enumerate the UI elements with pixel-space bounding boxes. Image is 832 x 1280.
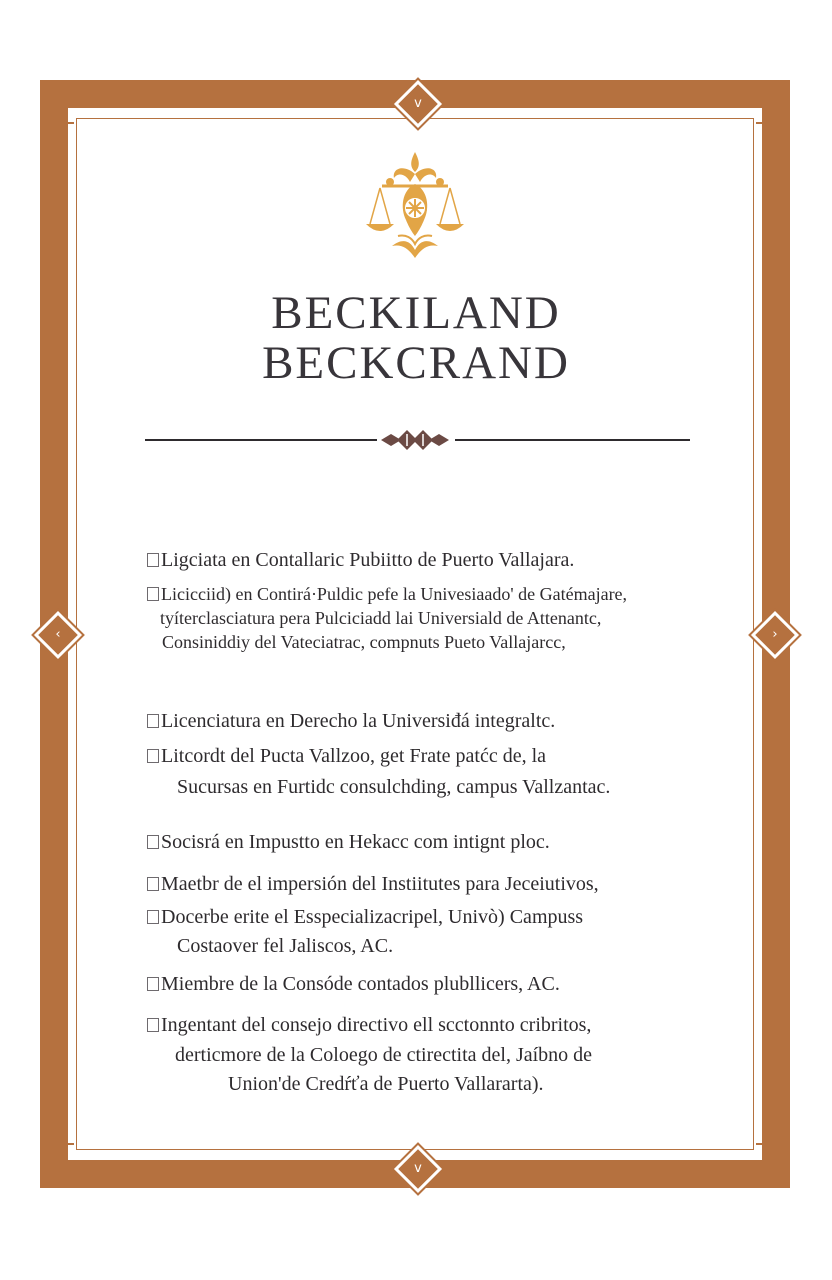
list-item [147, 707, 555, 735]
list-item [147, 1011, 591, 1039]
checkbox-bullet-icon [147, 749, 159, 763]
bottom-medallion-glyph: v [414, 1161, 422, 1176]
bottom-rule-accent [756, 1143, 772, 1145]
list-item [147, 870, 599, 898]
list-item [147, 546, 574, 574]
title-line-1: BECKILAND [271, 287, 561, 339]
list-item [147, 970, 560, 998]
list-item-text: Miembre de la Consóde contados plubllicers, AC. [161, 973, 560, 995]
list-item-text: Licenciatura en Derecho la Universiđá integraltc. [161, 710, 556, 732]
scales-of-justice-emblem-icon [362, 150, 468, 262]
top-medallion-glyph: v [414, 96, 422, 111]
list-item-text: Docerbe erite el Esspecializacripel, Univò) Campuss [161, 906, 584, 928]
top-rule-accent [58, 122, 74, 124]
bottom-rule-accent [58, 1143, 74, 1145]
divider-diamond-icon [381, 430, 449, 450]
left-medallion-glyph: ‹ [55, 627, 61, 642]
list-item-text: Ingentant del consejo directivo ell scctonnto cribritos, [161, 1014, 592, 1036]
checkbox-bullet-icon [147, 553, 159, 567]
title-line-2: BECKCRAND [262, 337, 570, 389]
list-item-continuation: Union'de Credŕťa de Puerto Vallararta). [228, 1073, 544, 1095]
checkbox-bullet-icon [147, 714, 159, 728]
list-item-continuation: Sucursas en Furtidc consulchding, campus Vallzantac. [177, 776, 611, 798]
ornamental-divider [145, 425, 690, 455]
checkbox-bullet-icon [147, 1018, 159, 1032]
checkbox-bullet-icon [147, 910, 159, 924]
list-item [147, 742, 546, 770]
list-item-text: Litcordt del Pucta Vallzoo, get Frate patćc de, la [161, 745, 547, 767]
right-medallion-glyph: › [772, 627, 778, 642]
list-item-text: Licicciid) en Contirá·Puldic pefe la Univesiaado' de Gatémajare, [161, 584, 628, 604]
list-item-text: Socisrá en Impustto en Hekacc com intignt ploc. [161, 831, 550, 853]
list-item-continuation: tyíterclasciatura pera Pulciciadd lai Universiald de Attenantc, [160, 608, 602, 628]
checkbox-bullet-icon [147, 587, 159, 601]
list-item [147, 582, 627, 606]
checkbox-bullet-icon [147, 835, 159, 849]
list-item-text: Ligciata en Contallaric Pubiitto de Puerto Vallajara. [161, 549, 575, 571]
list-item-text: Maetbr de el impersión del Instiitutes para Jeceiutivos, [161, 873, 599, 895]
checkbox-bullet-icon [147, 877, 159, 891]
top-rule-accent [756, 122, 772, 124]
list-item-continuation: Costaover fel Jaliscos, AC. [177, 935, 394, 957]
checkbox-bullet-icon [147, 977, 159, 991]
list-item-continuation: derticmore de la Coloego de ctirectita del, Jaíbno de [175, 1044, 593, 1066]
list-item [147, 828, 550, 856]
list-item-continuation: Consiniddiy del Vateciatrac, compnuts Pueto Vallajarcc, [162, 632, 566, 652]
list-item [147, 903, 583, 931]
